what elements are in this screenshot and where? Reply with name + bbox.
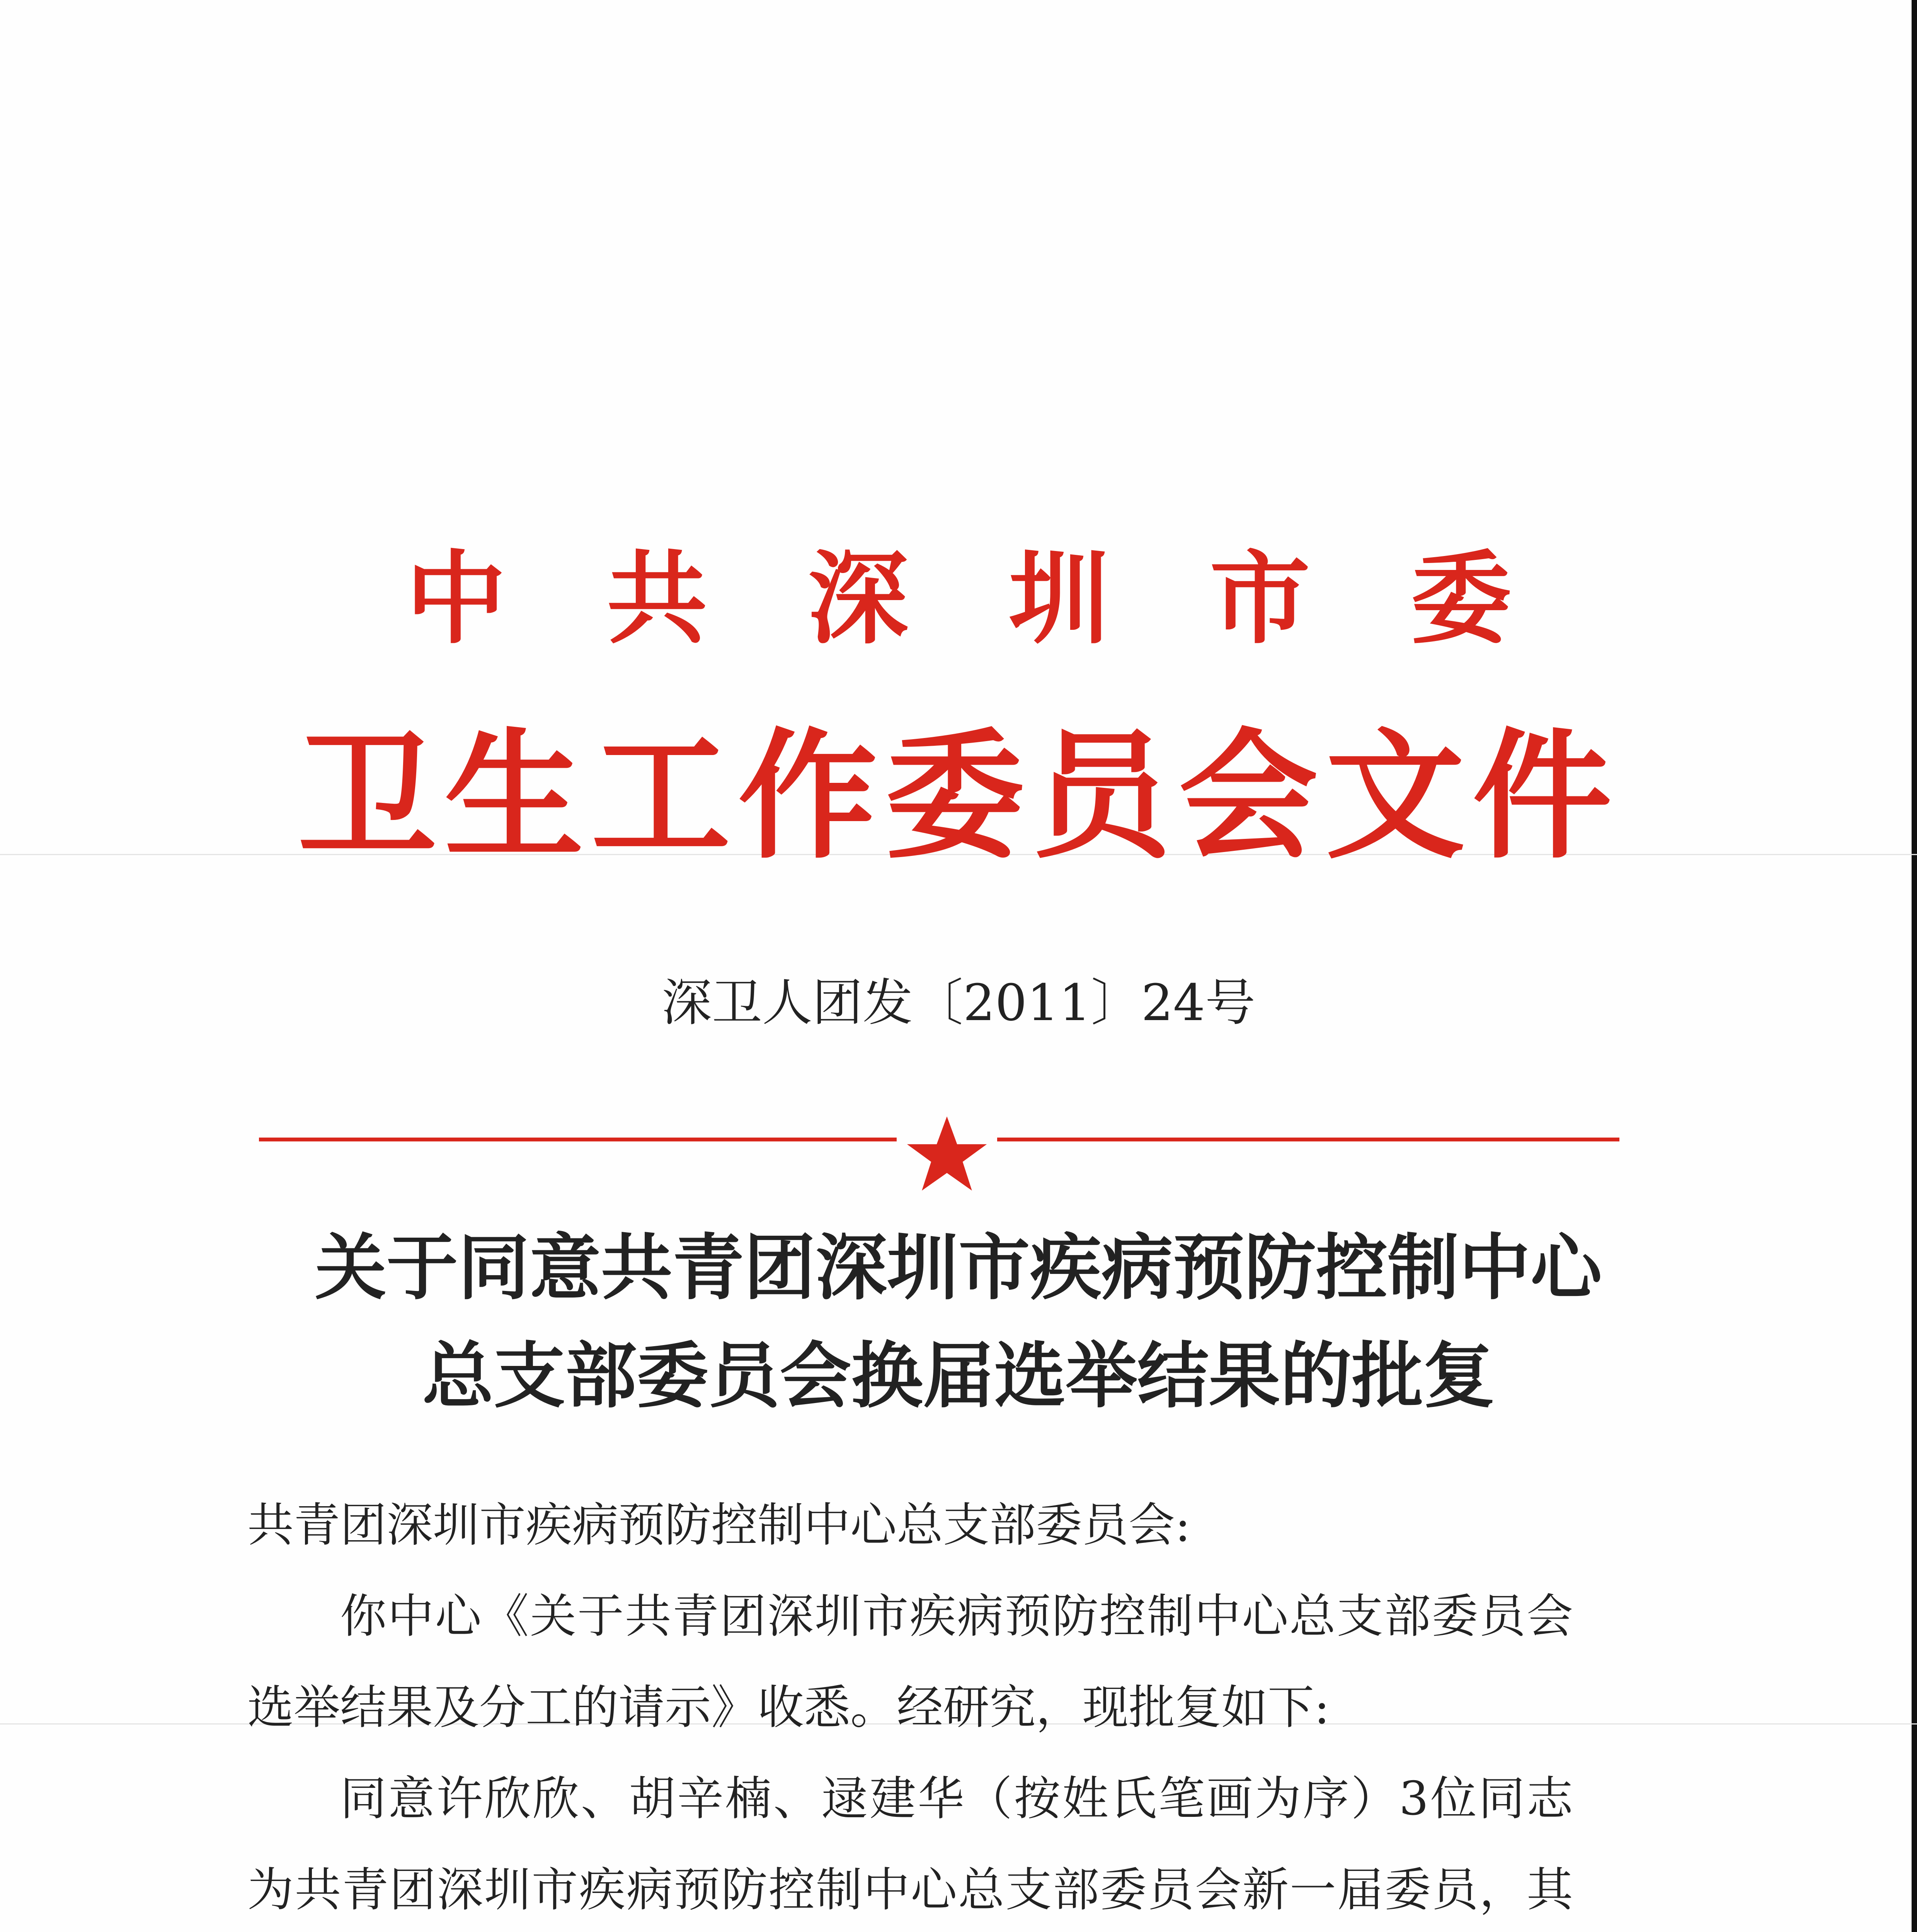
document-number: 深卫人团发〔2011〕24号 bbox=[661, 973, 1256, 1032]
issuing-organization: 中共深圳市委 bbox=[406, 540, 1612, 658]
scan-edge bbox=[1912, 0, 1917, 1932]
salutation: 共青团深圳市疾病预防控制中心总支部委员会: bbox=[247, 1498, 1191, 1552]
document-body bbox=[247, 1480, 1573, 1932]
title-line-2: 总支部委员会换届选举结果的批复 bbox=[422, 1333, 1495, 1418]
body-paragraph-2: 同意许欣欣、胡辛楠、逯建华（按姓氏笔画为序）3位同志为共青团深圳市疾病预防控制中心总支部委员会新一届委员，其 bbox=[247, 1772, 1573, 1917]
red-rule-left bbox=[259, 1138, 897, 1141]
red-rule-right bbox=[997, 1138, 1619, 1141]
title-line-1: 关于同意共青团深圳市疾病预防控制中心 bbox=[315, 1225, 1602, 1310]
document-title bbox=[0, 1213, 1917, 1430]
document-type-heading: 卫生工作委员会文件 bbox=[298, 714, 1619, 878]
red-star-icon bbox=[901, 1109, 993, 1202]
body-paragraph-1: 你中心《关于共青团深圳市疾病预防控制中心总支部委员会选举结果及分工的请示》收悉。经研究，现批复如下: bbox=[247, 1590, 1573, 1735]
